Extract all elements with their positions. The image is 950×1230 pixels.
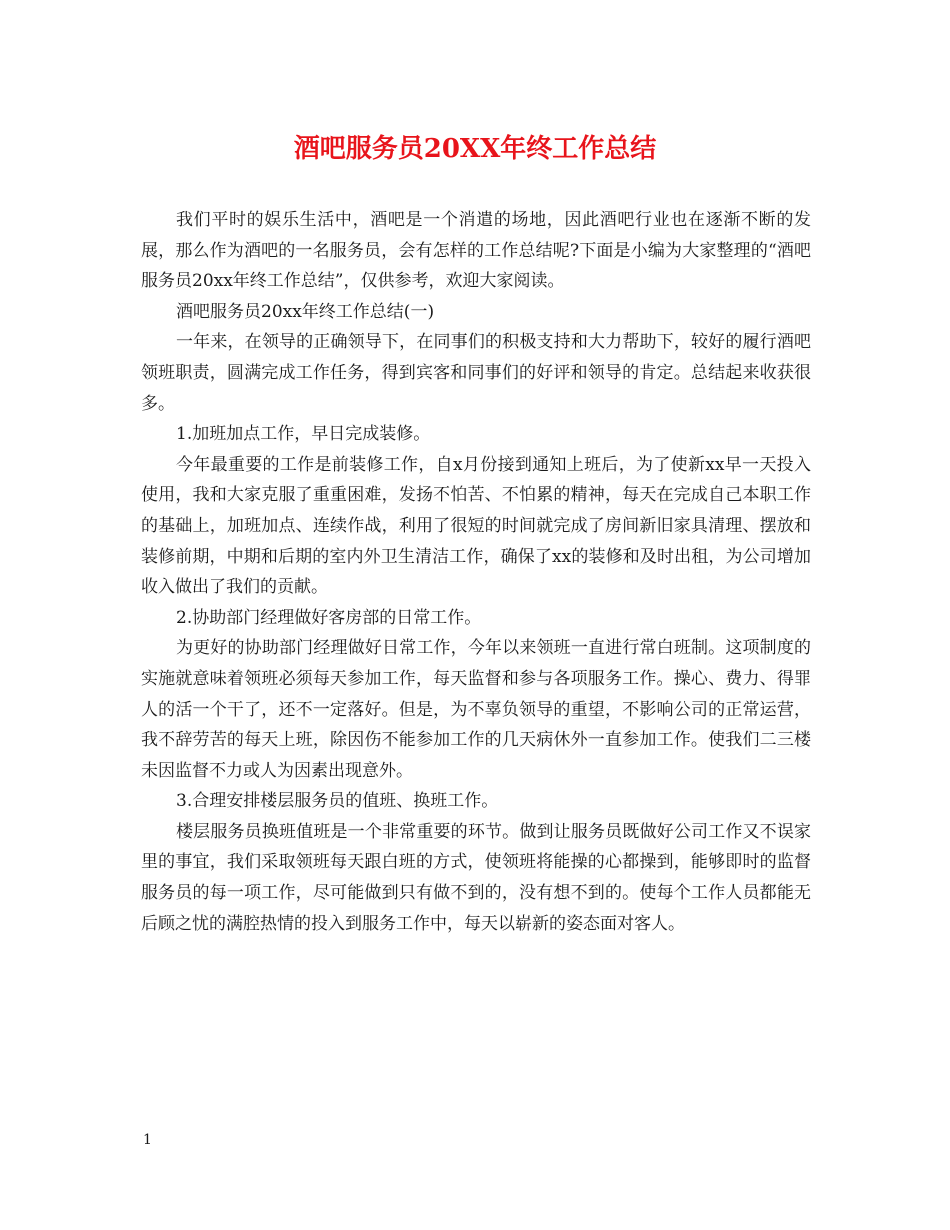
paragraph-item-2: 为更好的协助部门经理做好日常工作，今年以来领班一直进行常白班制。这项制度的实施就意味着领班必须每天参加工作，每天监督和参与各项服务工作。操心、费力、得罪人的活一个干了，还不一定落好。但是，为不辜负领导的重望，不影响公司的正常运营，我不辞劳苦的每天上班，除因伤不能参加工作的几天病休外一直参加工作。使我们二三楼未因监督不力或人为因素出现意外。 xyxy=(141,638,811,781)
paragraph-intro: 我们平时的娱乐生活中，酒吧是一个消遣的场地，因此酒吧行业也在逐渐不断的发展，那么作为酒吧的一名服务员，会有怎样的工作总结呢?下面是小编为大家整理的“酒吧服务员20xx年终工作总结”，仅供参考，欢迎大家阅读。 xyxy=(141,210,811,292)
document-title: 酒吧服务员20XX年终工作总结 xyxy=(293,134,657,164)
paragraph-item-3: 楼层服务员换班值班是一个非常重要的环节。做到让服务员既做好公司工作又不误家里的事宜，我们采取领班每天跟白班的方式，使领班将能操的心都操到，能够即时的监督服务员的每一项工作，尽可能做到只有做不到的，没有想不到的。使每个工作人员都能无后顾之忧的满腔热情的投入到服务工作中，每天以崭新的姿态面对客人。 xyxy=(141,821,811,934)
item-heading-2: 2.协助部门经理做好客房部的日常工作。 xyxy=(176,607,482,628)
paragraph-item-1: 今年最重要的工作是前装修工作，自x月份接到通知上班后，为了使新xx早一天投入使用，我和大家克服了重重困难，发扬不怕苦、不怕累的精神，每天在完成自己本职工作的基础上，加班加点、连续作战，利用了很短的时间就完成了房间新旧家具清理、摆放和装修前期，中期和后期的室内外卫生清洁工作，确保了xx的装修和及时出租，为公司增加收入做出了我们的贡献。 xyxy=(141,454,811,598)
item-heading-3: 3.合理安排楼层服务员的值班、换班工作。 xyxy=(176,791,499,812)
paragraph-summary: 一年来，在领导的正确领导下，在同事们的积极支持和大力帮助下，较好的履行酒吧领班职责，圆满完成工作任务，得到宾客和同事们的好评和领导的肯定。总结起来收获很多。 xyxy=(141,332,811,414)
page-number: 1 xyxy=(143,1132,152,1148)
item-heading-1: 1.加班加点工作，早日完成装修。 xyxy=(176,424,431,445)
document-body xyxy=(141,205,811,939)
section-heading-1: 酒吧服务员20xx年终工作总结(一) xyxy=(176,301,435,322)
